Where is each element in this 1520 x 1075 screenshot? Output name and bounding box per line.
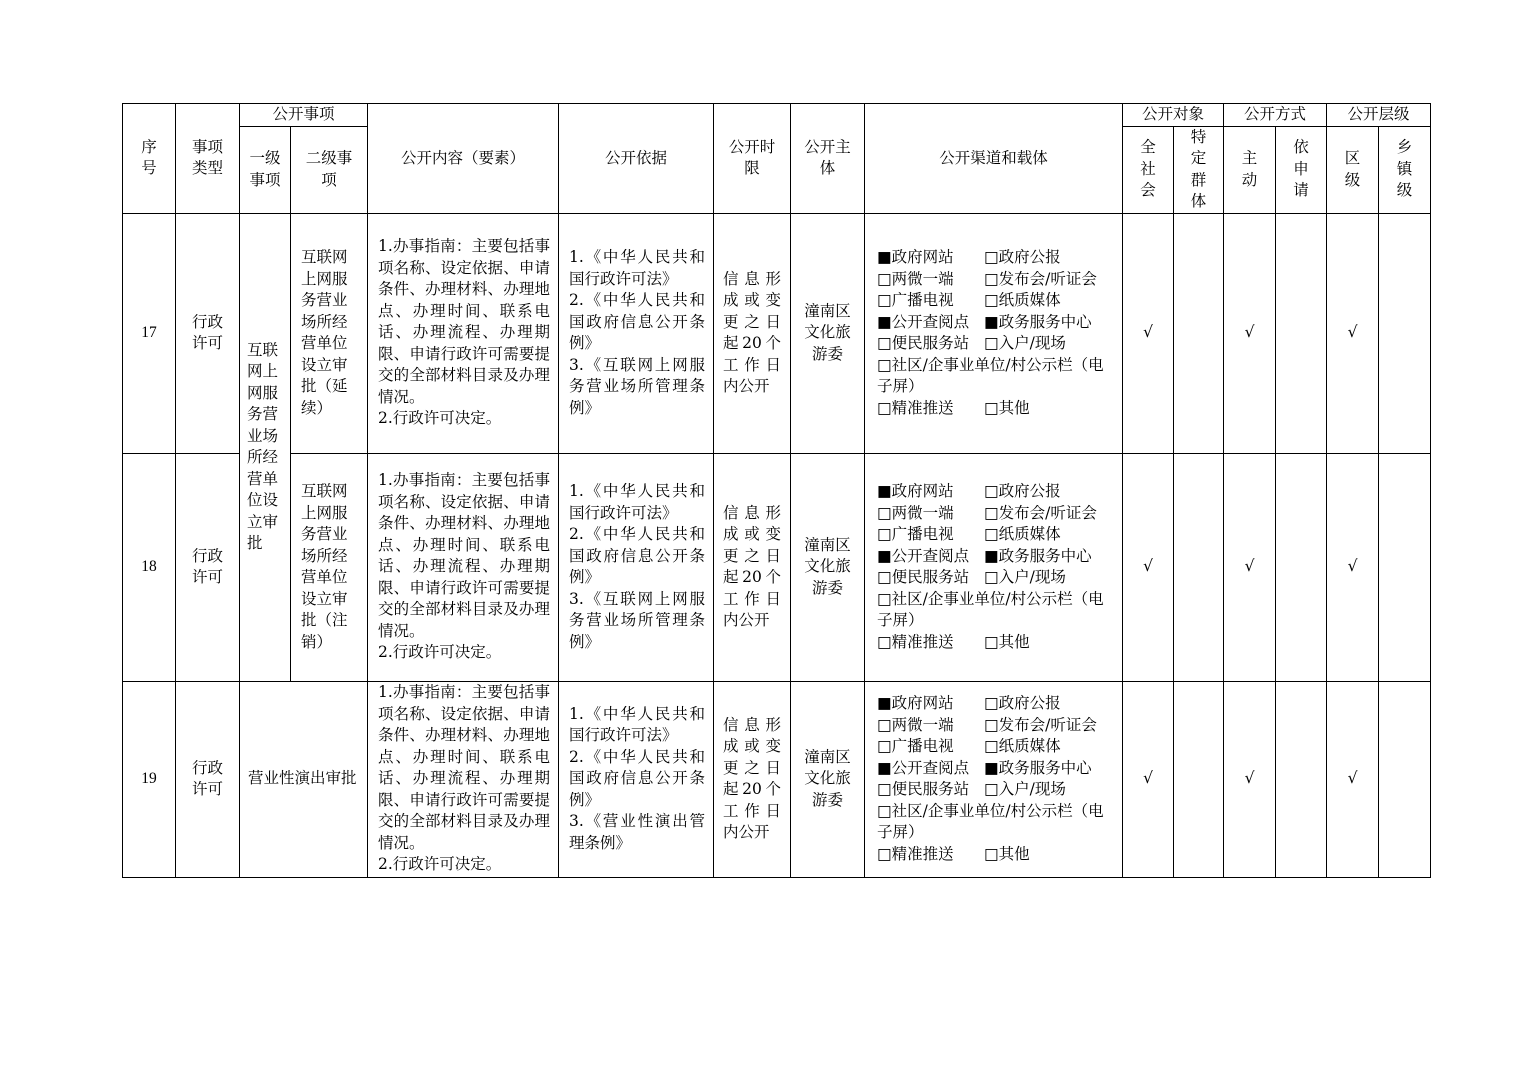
basis-line: 2.《中华人民共和国政府信息公开条例》 <box>569 747 706 809</box>
channel-line: ■公开查阅点 ■政务服务中心 <box>877 312 1092 331</box>
basis-line: 3.《营业性演出管理条例》 <box>569 812 706 852</box>
channel-line: □便民服务站 □入户/现场 <box>877 568 1066 586</box>
row-seq: 17 <box>123 213 176 453</box>
basis-line: 1.《中华人民共和国行政许可法》 <box>569 704 706 745</box>
row-time-limit: 信息形成或变更之日起20个工作日内公开 <box>714 681 791 877</box>
channel-line: □便民服务站 □入户/现场 <box>877 334 1066 352</box>
row-target-specific <box>1174 453 1224 681</box>
row-level-district: √ <box>1327 681 1379 877</box>
row-subject: 潼南区文化旅游委 <box>791 681 865 877</box>
channel-line: □便民服务站 □入户/现场 <box>877 780 1066 798</box>
row-time-limit: 信息形成或变更之日起20个工作日内公开 <box>714 453 791 681</box>
disclosure-table <box>122 103 1431 878</box>
channel-line: □精准推送 □其他 <box>877 632 1030 651</box>
channel-line: □社区/企事业单位/村公示栏（电子屏） <box>877 589 1104 629</box>
row-level-district: √ <box>1327 213 1379 453</box>
row-method-apply <box>1276 681 1327 877</box>
row-seq: 18 <box>123 453 176 681</box>
row-time-limit: 信息形成或变更之日起20个工作日内公开 <box>714 213 791 453</box>
row-level-town <box>1379 453 1431 681</box>
basis-line: 2.《中华人民共和国政府信息公开条例》 <box>569 525 706 586</box>
header-level1: 一级事项 <box>240 126 291 213</box>
header-channel: 公开渠道和载体 <box>865 104 1123 214</box>
header-method: 公开方式 <box>1224 104 1327 127</box>
table-row <box>123 453 1431 681</box>
header-target: 公开对象 <box>1123 104 1224 127</box>
content-line: 1.办事指南：主要包括事项名称、设定依据、申请条件、办理材料、办理地点、办理时间、联系电话、办理流程、办理期限、申请行政许可需要提交的全部材料目录及办理情况。 <box>378 683 551 852</box>
row-basis <box>559 681 714 877</box>
row-target-specific <box>1174 213 1224 453</box>
row-basis <box>559 213 714 453</box>
content-line: 1.办事指南：主要包括事项名称、设定依据、申请条件、办理材料、办理地点、办理时间、联系电话、办理流程、办理期限、申请行政许可需要提交的全部材料目录及办理情况。 <box>378 237 551 406</box>
channel-line: □精准推送 □其他 <box>877 844 1030 863</box>
content-line: 2.行政许可决定。 <box>378 643 502 662</box>
channel-line: ■公开查阅点 ■政务服务中心 <box>877 758 1092 777</box>
header-public-items: 公开事项 <box>240 104 368 127</box>
row-content <box>368 453 559 681</box>
table-row <box>123 213 1431 453</box>
row-target-all: √ <box>1123 213 1174 453</box>
content-line: 2.行政许可决定。 <box>378 855 502 874</box>
channel-line: □精准推送 □其他 <box>877 398 1030 417</box>
row-method-apply <box>1276 213 1327 453</box>
row-level2: 互联网上网服务营业场所经营单位设立审批（延续） <box>291 213 368 453</box>
header-level2: 二级事项 <box>291 126 368 213</box>
channel-line: □广播电视 □纸质媒体 <box>877 737 1061 755</box>
header-time-limit: 公开时限 <box>714 104 791 214</box>
channel-line: ■政府网站 □政府公报 <box>877 248 1061 266</box>
header-level-town: 乡镇级 <box>1379 126 1431 213</box>
channel-line: □两微一端 □发布会/听证会 <box>877 715 1097 734</box>
row-seq: 19 <box>123 681 176 877</box>
channel-line: □社区/企事业单位/村公示栏（电子屏） <box>877 355 1104 395</box>
content-line: 2.行政许可决定。 <box>378 409 502 428</box>
row-method-active: √ <box>1224 213 1276 453</box>
channel-line: □两微一端 □发布会/听证会 <box>877 503 1097 522</box>
row-method-active: √ <box>1224 681 1276 877</box>
row-channels <box>865 453 1123 681</box>
header-target-specific: 特定群体 <box>1174 126 1224 213</box>
row-basis <box>559 453 714 681</box>
basis-line: 1.《中华人民共和国行政许可法》 <box>569 248 706 288</box>
channel-line: ■政府网站 □政府公报 <box>877 482 1061 500</box>
row-target-specific <box>1174 681 1224 877</box>
row-method-apply <box>1276 453 1327 681</box>
basis-line: 1.《中华人民共和国行政许可法》 <box>569 482 706 522</box>
row-item: 营业性演出审批 <box>240 681 368 877</box>
header-subject: 公开主体 <box>791 104 865 214</box>
header-basis: 公开依据 <box>559 104 714 214</box>
basis-line: 3.《互联网上网服务营业场所管理条例》 <box>569 589 706 651</box>
row-channels <box>865 213 1123 453</box>
header-method-active: 主动 <box>1224 126 1276 213</box>
channel-line: □两微一端 □发布会/听证会 <box>877 269 1097 288</box>
row-content <box>368 213 559 453</box>
content-line: 1.办事指南：主要包括事项名称、设定依据、申请条件、办理材料、办理地点、办理时间、联系电话、办理流程、办理期限、申请行政许可需要提交的全部材料目录及办理情况。 <box>378 471 551 640</box>
row-level-town <box>1379 213 1431 453</box>
table-row <box>123 681 1431 877</box>
row-level-town <box>1379 681 1431 877</box>
row-type: 行政许可 <box>176 453 240 681</box>
row-level-district: √ <box>1327 453 1379 681</box>
channel-line: ■政府网站 □政府公报 <box>877 694 1061 712</box>
row-type: 行政许可 <box>176 681 240 877</box>
channel-line: □广播电视 □纸质媒体 <box>877 525 1061 543</box>
row-method-active: √ <box>1224 453 1276 681</box>
header-type: 事项类型 <box>176 104 240 214</box>
row-content <box>368 681 559 877</box>
header-content: 公开内容（要素） <box>368 104 559 214</box>
row-type: 行政许可 <box>176 213 240 453</box>
row-channels <box>865 681 1123 877</box>
basis-line: 2.《中华人民共和国政府信息公开条例》 <box>569 291 706 352</box>
header-level: 公开层级 <box>1327 104 1431 127</box>
channel-line: □广播电视 □纸质媒体 <box>877 291 1061 309</box>
merged-level1-item: 互联网上网服务营业场所经营单位设立审批 <box>240 213 291 681</box>
row-level2: 互联网上网服务营业场所经营单位设立审批（注销） <box>291 453 368 681</box>
row-subject: 潼南区文化旅游委 <box>791 213 865 453</box>
basis-line: 3.《互联网上网服务营业场所管理条例》 <box>569 355 706 417</box>
row-target-all: √ <box>1123 453 1174 681</box>
channel-line: ■公开查阅点 ■政务服务中心 <box>877 546 1092 565</box>
header-method-apply: 依申请 <box>1276 126 1327 213</box>
header-seq: 序号 <box>123 104 176 214</box>
row-subject: 潼南区文化旅游委 <box>791 453 865 681</box>
header-level-district: 区级 <box>1327 126 1379 213</box>
header-target-all: 全社会 <box>1123 126 1174 213</box>
channel-line: □社区/企事业单位/村公示栏（电子屏） <box>877 801 1104 841</box>
row-target-all: √ <box>1123 681 1174 877</box>
